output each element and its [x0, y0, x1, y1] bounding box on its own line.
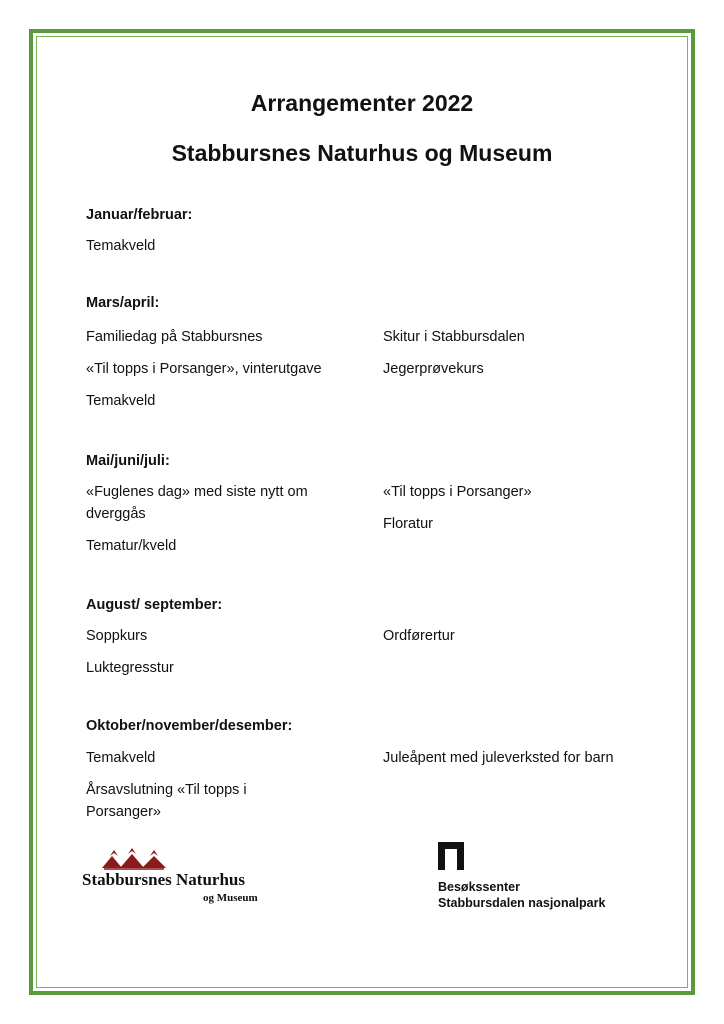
- nasjonalpark-logo: [438, 842, 658, 912]
- event-item: Luktegresstur: [86, 660, 174, 676]
- event-item: «Fuglenes dag» med siste nytt om dverggås: [86, 484, 308, 522]
- period-heading-jan-feb: Januar/februar:: [86, 207, 193, 223]
- period-heading-may-jul: Mai/juni/juli:: [86, 453, 170, 469]
- period-heading-aug-sep: August/ september:: [86, 597, 223, 613]
- period-heading-oct-dec: Oktober/november/desember:: [86, 718, 293, 734]
- page-title: Arrangementer 2022: [250, 90, 474, 116]
- event-item: Familiedag på Stabbursnes: [86, 329, 263, 345]
- event-item: «Til topps i Porsanger»: [383, 484, 532, 500]
- event-item: Temakveld: [86, 238, 156, 254]
- page-subtitle: Stabbursnes Naturhus og Museum: [171, 140, 553, 166]
- naturhus-logo: [80, 848, 280, 912]
- event-item: Temakveld: [86, 393, 156, 409]
- event-item: Ordførertur: [383, 628, 455, 644]
- park-gate-icon: [438, 842, 464, 870]
- naturhus-logo-name: Stabbursnes Naturhus: [82, 870, 245, 889]
- period-heading-mar-apr: Mars/april:: [86, 295, 160, 311]
- event-item: Tematur/kveld: [86, 538, 177, 554]
- event-item: Jegerprøvekurs: [383, 361, 484, 377]
- event-item: Soppkurs: [86, 628, 148, 644]
- event-item: «Til topps i Porsanger», vinterutgave: [86, 361, 322, 377]
- event-item: Floratur: [383, 516, 433, 532]
- naturhus-logo-sub: og Museum: [203, 892, 258, 904]
- event-item: Juleåpent med juleverksted for barn: [383, 750, 614, 766]
- event-item: Årsavslutning «Til topps i Porsanger»: [86, 782, 247, 820]
- event-item: Skitur i Stabbursdalen: [383, 329, 525, 345]
- event-item: Temakveld: [86, 750, 156, 766]
- nasjonalpark-logo-line2: Stabbursdalen nasjonalpark: [438, 896, 606, 910]
- roof-icon: [100, 848, 168, 870]
- nasjonalpark-logo-line1: Besøkssenter: [438, 880, 520, 894]
